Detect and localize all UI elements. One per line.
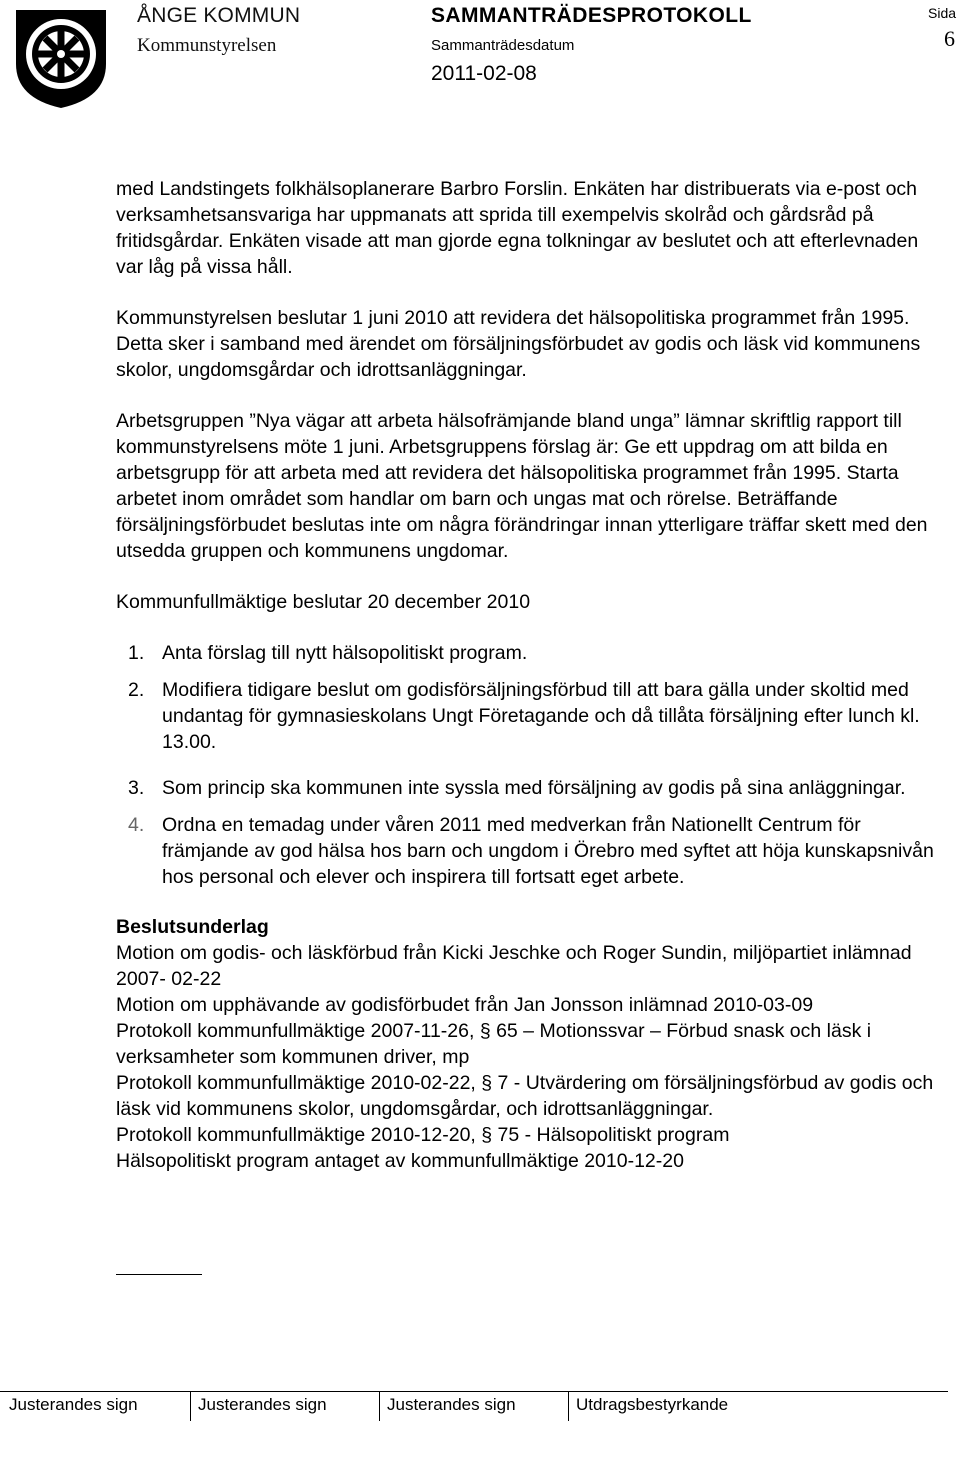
certification-field-label: Utdragsbestyrkande [576,1395,729,1414]
signature-field-label: Justerandes sign [198,1395,327,1414]
reference-item: Motion om upphävande av godisförbudet från Jan Jonsson inlämnad 2010-03-09 [116,994,814,1016]
decision-item [116,677,948,755]
paragraph: med Landstingets folkhälsoplanerare Barbro Forslin. Enkäten har distribuerats via e-post och verksamhetsansvariga har uppmanats att sprida till exempelvis skolråd och gårdsråd på fritidsgårdar. Enkäten visade att man gjorde egna tolkningar av beslutet och att efterlevnaden var låg på vissa håll. [116,178,919,278]
municipality-logo [8,6,114,110]
end-of-section-rule [116,1274,202,1275]
meeting-date-value: 2011-02-08 [431,62,537,85]
signature-field-label: Justerandes sign [9,1395,138,1414]
decision-list [116,640,948,890]
decision-number: 1. [128,642,145,664]
decision-text: Modifiera tidigare beslut om godisförsäljningsförbud till att bara gälla under skoltid med undantag för gymnasieskolans Ungt Företagande och då tillåta försäljning efter lunch kl. 13.00. [162,679,920,753]
paragraph: Kommunstyrelsen beslutar 1 juni 2010 att revidera det hälsopolitiska programmet från 1995. Detta sker i samband med ärendet om försäljningsförbudet av godis och läsk vid kommunens skolor, ungdomsgårdar och idrottsanläggningar. [116,307,921,381]
reference-item: Motion om godis- och läskförbud från Kicki Jeschke och Roger Sundin, miljöpartiet inlämnad 2007- 02-22 [116,942,912,990]
decision-item [116,775,948,801]
document-type: SAMMANTRÄDESPROTOKOLL [431,4,752,27]
reference-item: Protokoll kommunfullmäktige 2007-11-26, § 65 – Motionssvar – Förbud snask och läsk i verksamheter som kommunen driver, mp [116,1020,872,1068]
document-body [116,176,948,1174]
page-label: Sida [928,5,957,21]
page-number: 6 [944,26,955,51]
decision-item [116,812,948,890]
municipality-emblem-icon [8,6,114,110]
footer-rule [0,1391,948,1392]
decision-text: Ordna en temadag under våren 2011 med medverkan från Nationellt Centrum för främjande av god hälsa hos barn och ungdom i Örebro med syftet att höja kunskapsnivån hos personal och elever och inspirera till fortsatt eget arbete. [162,814,934,888]
decision-number: 4. [128,814,145,836]
reference-item: Protokoll kommunfullmäktige 2010-12-20, § 75 - Hälsopolitiskt program [116,1124,730,1146]
decision-text: Som princip ska kommunen inte syssla med försäljning av godis på sina anläggningar. [162,777,906,799]
decision-number: 3. [128,777,145,799]
footer-divider [568,1391,569,1421]
decision-text: Anta förslag till nytt hälsopolitiskt program. [162,642,528,664]
paragraph: Kommunfullmäktige beslutar 20 december 2010 [116,591,531,613]
decision-item [116,640,948,666]
reference-item: Protokoll kommunfullmäktige 2010-02-22, § 7 - Utvärdering om försäljningsförbud av godis och läsk vid kommunens skolor, ungdomsgårdar, och idrottsanläggningar. [116,1072,934,1120]
footer-divider [190,1391,191,1421]
section-heading: Beslutsunderlag [116,916,269,938]
reference-item: Hälsopolitiskt program antaget av kommunfullmäktige 2010-12-20 [116,1150,684,1172]
meeting-date-label: Sammanträdesdatum [431,37,575,54]
organization-department: Kommunstyrelsen [137,35,277,56]
organization-name: ÅNGE KOMMUN [137,4,301,27]
signature-field-label: Justerandes sign [387,1395,516,1414]
decision-number: 2. [128,679,145,701]
footer-divider [379,1391,380,1421]
paragraph: Arbetsgruppen ”Nya vägar att arbeta hälsofrämjande bland unga” lämnar skriftlig rapport till kommunstyrelsens möte 1 juni. Arbetsgruppens förslag är: Ge ett uppdrag om att bilda en arbetsgrupp för att arbeta med att revidera det hälsopolitiska programmet från 1995. Starta arbetet inom området som handlar om barn och ungas mat och rörelse. Beträffande försäljningsförbudet beslutas inte om några förändringar innan ytterligare träffar skett med den utsedda gruppen och kommunens ungdomar. [116,410,928,562]
